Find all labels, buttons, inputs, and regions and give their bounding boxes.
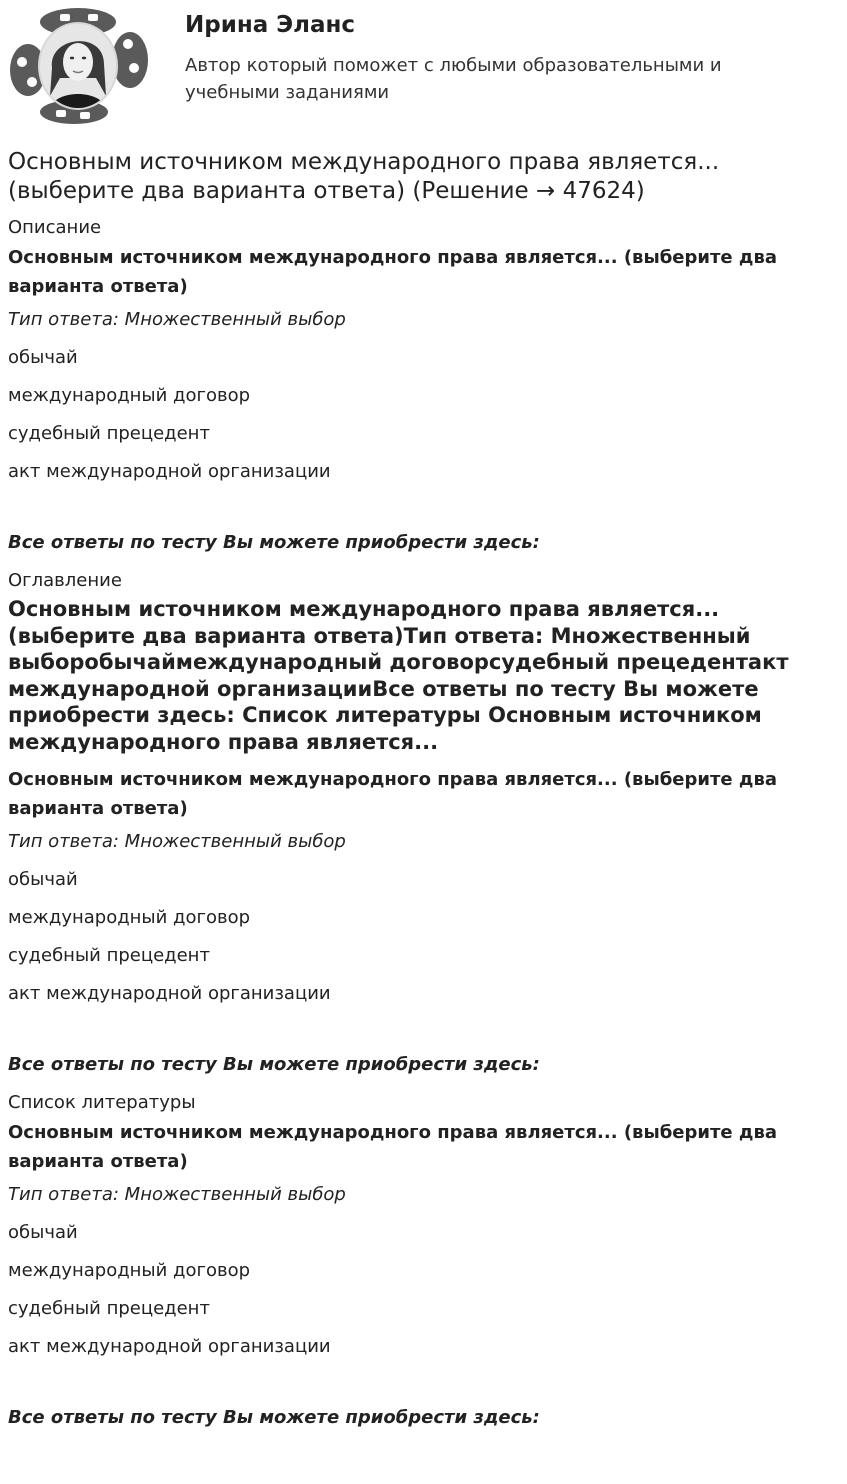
- question-text: Основным источником международного права является... (выберите два варианта ответа): [8, 769, 777, 819]
- option-item: акт международной организации: [8, 461, 331, 482]
- buy-answers-text: Все ответы по тесту Вы можете приобрести здесь:: [8, 1407, 540, 1428]
- option-item: обычай: [8, 869, 78, 890]
- option-item: международный договор: [8, 907, 251, 928]
- section-toc-label: Оглавление: [8, 570, 122, 591]
- description-block: [8, 243, 839, 554]
- question-text: Основным источником международного права является... (выберите два варианта ответа): [8, 247, 777, 297]
- option-item: международный договор: [8, 385, 251, 406]
- main-content: [8, 148, 839, 1445]
- toc-heading: Основным источником международного права является... (выберите два варианта ответа)Тип ответа: Множественный выборобычаймеждународный договорсудебный прецедентакт международной организацииВсе ответы по тесту Вы можете приобрести здесь: Список литературы Основным источником международного права является...: [8, 597, 789, 754]
- option-item: обычай: [8, 1222, 78, 1243]
- page-title: Основным источником международного права является... (выберите два варианта ответа) (Решение → 47624): [8, 149, 720, 204]
- answer-type: Тип ответа: Множественный выбор: [8, 1184, 346, 1205]
- option-item: международный договор: [8, 1260, 251, 1281]
- option-item: акт международной организации: [8, 983, 331, 1004]
- author-avatar[interactable]: [8, 8, 150, 126]
- option-item: судебный прецедент: [8, 1298, 210, 1319]
- answer-type: Тип ответа: Множественный выбор: [8, 309, 346, 330]
- option-item: судебный прецедент: [8, 945, 210, 966]
- author-header: [8, 8, 839, 126]
- author-description: Автор который поможет с любыми образовательными и учебными заданиями: [185, 55, 722, 103]
- buy-answers-text: Все ответы по тесту Вы можете приобрести здесь:: [8, 1054, 540, 1075]
- author-name[interactable]: Ирина Эланс: [185, 12, 356, 38]
- bibliography-block: [8, 1118, 839, 1429]
- question-text: Основным источником международного права является... (выберите два варианта ответа): [8, 1122, 777, 1172]
- buy-answers-text: Все ответы по тесту Вы можете приобрести здесь:: [8, 532, 540, 553]
- toc-block: [8, 765, 839, 1076]
- section-bibliography-label: Список литературы: [8, 1092, 196, 1113]
- option-item: судебный прецедент: [8, 423, 210, 444]
- option-item: акт международной организации: [8, 1336, 331, 1357]
- answer-type: Тип ответа: Множественный выбор: [8, 831, 346, 852]
- option-item: обычай: [8, 347, 78, 368]
- section-description-label: Описание: [8, 217, 102, 238]
